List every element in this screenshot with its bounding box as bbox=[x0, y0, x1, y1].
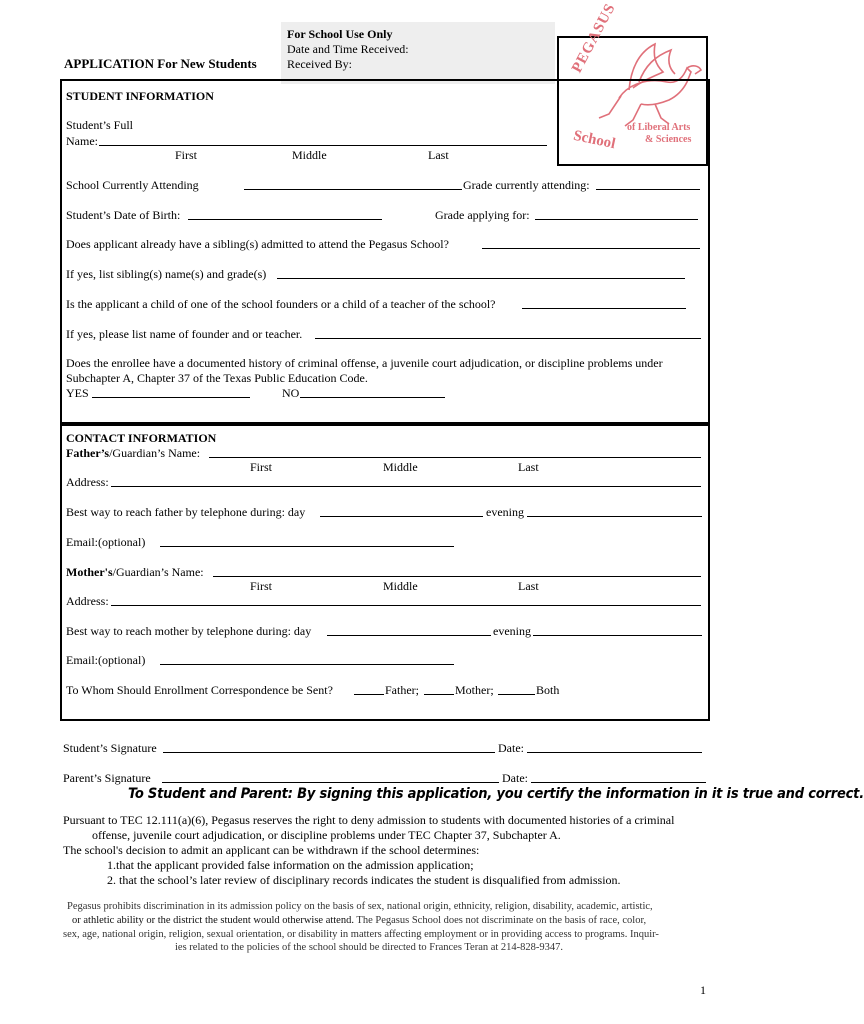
mother-middle-caption: Middle bbox=[383, 579, 418, 593]
page-title: APPLICATION For New Students bbox=[64, 56, 257, 71]
full-name-label-2: Name: bbox=[66, 134, 98, 148]
yes-field[interactable] bbox=[92, 386, 250, 398]
mother-phone-label: Best way to reach mother by telephone during: day bbox=[66, 624, 312, 638]
father-email-label: Email:(optional) bbox=[66, 535, 146, 549]
certification-banner: To Student and Parent: By signing this application, you certify the information in it is true and correct. bbox=[128, 786, 864, 802]
founder-list-label: If yes, please list name of founder and or teacher. bbox=[66, 327, 303, 341]
logo-line1: of Liberal Arts bbox=[627, 122, 691, 133]
sibling-list-field[interactable] bbox=[277, 267, 685, 279]
mother-evening-label: evening bbox=[493, 624, 531, 638]
policy-item-2: 2. that the school’s later review of disciplinary records indicates the student is disqualified from admission. bbox=[107, 873, 621, 887]
mother-address-label: Address: bbox=[66, 594, 109, 608]
grade-current-field[interactable] bbox=[596, 178, 700, 190]
student-signature-label: Student’s Signature bbox=[63, 741, 157, 755]
school-current-field[interactable] bbox=[244, 178, 462, 190]
correspondence-both-field[interactable] bbox=[498, 683, 535, 695]
father-address-label: Address: bbox=[66, 475, 109, 489]
father-day-phone-field[interactable] bbox=[320, 505, 483, 517]
school-use-box bbox=[281, 22, 555, 84]
dob-field[interactable] bbox=[188, 208, 382, 220]
parent-signature-label: Parent’s Signature bbox=[63, 771, 151, 785]
father-evening-phone-field[interactable] bbox=[527, 505, 702, 517]
criminal-question-2: Subchapter A, Chapter 37 of the Texas Public Education Code. bbox=[66, 371, 368, 385]
date-received-label: Date and Time Received: bbox=[287, 42, 409, 56]
student-signature-field[interactable] bbox=[163, 741, 495, 753]
yes-label: YES bbox=[66, 386, 89, 400]
policy-paragraph-2: The school's decision to admit an applicant can be withdrawn if the school determines: bbox=[63, 843, 480, 857]
mother-evening-phone-field[interactable] bbox=[533, 624, 702, 636]
correspondence-father-field[interactable] bbox=[354, 683, 384, 695]
correspondence-mother-field[interactable] bbox=[424, 683, 454, 695]
mother-day-phone-field[interactable] bbox=[327, 624, 491, 636]
middle-caption: Middle bbox=[292, 148, 327, 162]
grade-applying-label: Grade applying for: bbox=[435, 208, 530, 222]
school-use-title: For School Use Only bbox=[287, 27, 393, 41]
school-current-label: School Currently Attending bbox=[66, 178, 199, 192]
policy-item-1: 1.that the applicant provided false information on the admission application; bbox=[107, 858, 474, 872]
mother-last-caption: Last bbox=[518, 579, 539, 593]
criminal-question-1: Does the enrollee have a documented history of criminal offense, a juvenile court adjudication, or discipline problems under bbox=[66, 356, 663, 370]
founder-answer-field[interactable] bbox=[522, 297, 686, 309]
sibling-answer-field[interactable] bbox=[482, 237, 700, 249]
mother-name-field[interactable] bbox=[213, 565, 701, 577]
correspondence-mother-label: Mother; bbox=[455, 683, 494, 697]
father-address-field[interactable] bbox=[111, 475, 701, 487]
policy-paragraph-1b: offense, juvenile court adjudication, or discipline problems under TEC Chapter 37, Subchapter A. bbox=[92, 828, 561, 842]
student-date-label: Date: bbox=[498, 741, 524, 755]
father-evening-label: evening bbox=[486, 505, 524, 519]
father-last-caption: Last bbox=[518, 460, 539, 474]
logo-school: School bbox=[571, 127, 617, 153]
student-date-field[interactable] bbox=[527, 741, 702, 753]
father-email-field[interactable] bbox=[160, 535, 454, 547]
sibling-list-label: If yes, list sibling(s) name(s) and grade(s) bbox=[66, 267, 267, 281]
correspondence-father-label: Father; bbox=[385, 683, 419, 697]
founder-question: Is the applicant a child of one of the school founders or a child of a teacher of the school? bbox=[66, 297, 496, 311]
received-by-label: Received By: bbox=[287, 57, 352, 71]
grade-applying-field[interactable] bbox=[535, 208, 698, 220]
parent-date-label: Date: bbox=[502, 771, 528, 785]
founder-list-field[interactable] bbox=[315, 327, 701, 339]
nondiscrimination-line-2: or athletic ability or the district the student would otherwise attend. The Pegasus School does not discriminate on the basis of race, color, bbox=[72, 915, 647, 926]
nondiscrimination-line-3: sex, age, national origin, religion, sexual orientation, or disability in matters affecting employment or in providing access to programs. Inquir- bbox=[63, 929, 659, 940]
father-first-caption: First bbox=[250, 460, 273, 474]
father-middle-caption: Middle bbox=[383, 460, 418, 474]
full-name-label-1: Student’s Full bbox=[66, 118, 134, 132]
parent-signature-field[interactable] bbox=[162, 771, 499, 783]
father-name-label: Father’s/Guardian’s Name: bbox=[66, 446, 201, 460]
correspondence-both-label: Both bbox=[536, 683, 560, 697]
father-phone-label: Best way to reach father by telephone during: day bbox=[66, 505, 306, 519]
nondiscrimination-line-4: ies related to the policies of the school should be directed to Frances Teran at 214-828-9347. bbox=[175, 942, 564, 953]
student-info-heading: STUDENT INFORMATION bbox=[66, 89, 214, 103]
grade-current-label: Grade currently attending: bbox=[463, 178, 590, 192]
page-number: 1 bbox=[700, 983, 706, 997]
no-field[interactable] bbox=[300, 386, 445, 398]
mother-email-label: Email:(optional) bbox=[66, 653, 146, 667]
nondiscrimination-line-1: Pegasus prohibits discrimination in its admission policy on the basis of sex, national origin, ethnicity, religion, disability, academic, artistic, bbox=[67, 901, 653, 912]
mother-name-label: Mother's/Guardian’s Name: bbox=[66, 565, 204, 579]
father-name-field[interactable] bbox=[209, 446, 701, 458]
student-name-field[interactable] bbox=[99, 134, 547, 146]
mother-first-caption: First bbox=[250, 579, 273, 593]
mother-email-field[interactable] bbox=[160, 653, 454, 665]
parent-date-field[interactable] bbox=[531, 771, 706, 783]
logo-line2: & Sciences bbox=[645, 134, 692, 145]
logo-name: PEGASUS bbox=[569, 0, 619, 76]
no-label: NO bbox=[282, 386, 300, 400]
dob-label: Student’s Date of Birth: bbox=[66, 208, 181, 222]
correspondence-label: To Whom Should Enrollment Correspondence be Sent? bbox=[66, 683, 333, 697]
last-caption: Last bbox=[428, 148, 449, 162]
sibling-question: Does applicant already have a sibling(s) admitted to attend the Pegasus School? bbox=[66, 237, 449, 251]
contact-info-heading: CONTACT INFORMATION bbox=[66, 431, 217, 445]
policy-paragraph-1: Pursuant to TEC 12.111(a)(6), Pegasus reserves the right to deny admission to students with documented histories of a criminal bbox=[63, 813, 675, 827]
mother-address-field[interactable] bbox=[111, 594, 701, 606]
first-caption: First bbox=[175, 148, 198, 162]
